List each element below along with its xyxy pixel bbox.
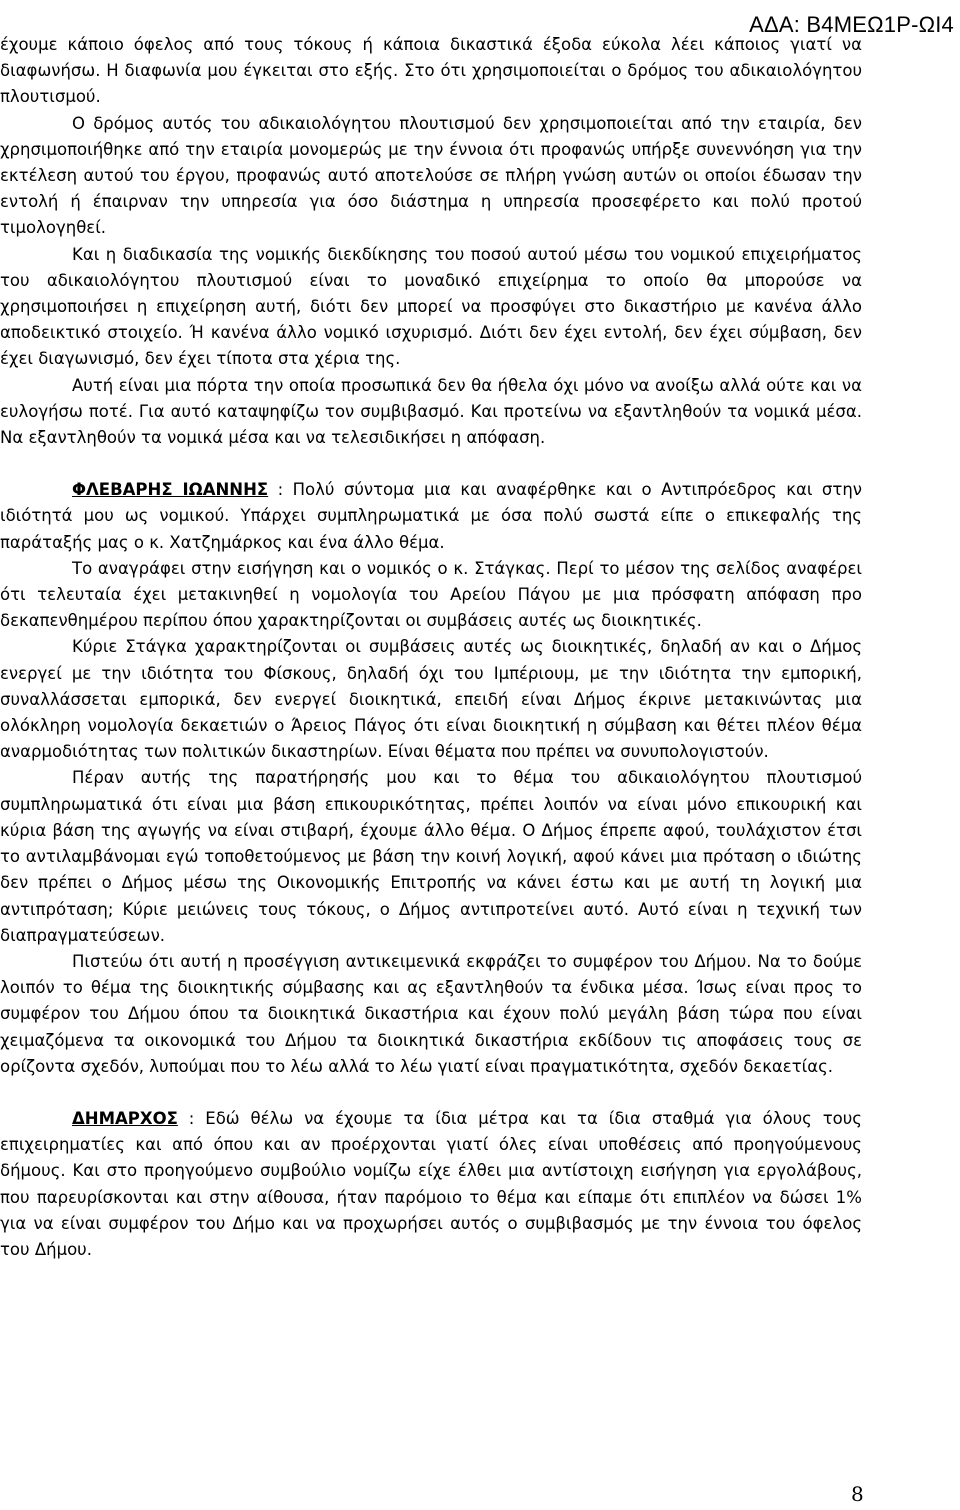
document-body — [0, 32, 862, 1263]
page-number: 8 — [851, 1482, 864, 1506]
paragraph: Κύριε Στάγκα χαρακτηρίζονται οι συμβάσεις αυτές ως διοικητικές, δηλαδή αν και ο Δήμος ενεργεί με την ιδιότητα του Φίσκους, δηλαδή όχι του Ιμπέριουμ, με την ιδιότητα την εμπορική, συναλλάσσεται εμπορικά, δεν ενεργεί διοικητικά, επειδή είναι Δήμος έκρινε μετακινώντας μια ολόκληρη νομολογία δεκαετιών ο Άρειος Πάγος ότι είναι διοικητική η σύμβαση και θέτει πλέον θέμα αναρμοδιότητας των πολιτικών δικαστηρίων. Είναι θέματα που πρέπει να συνυπολογιστούν. — [0, 637, 862, 762]
speaker-name: ΔΗΜΑΡΧΟΣ — [72, 1108, 178, 1128]
paragraph: Το αναγράφει στην εισήγηση και ο νομικός ο κ. Στάγκας. Περί το μέσον της σελίδος αναφέρει ότι τελευταία έχει μετακινηθεί η νομολογία του Αρείου Πάγου με μια πρόσφατη απόφαση προ δεκαπενθημέρου περίπου όπου χαρακτηρίζονται οι συμβάσεις αυτές ως διοικητικές. — [0, 558, 862, 631]
paragraph: Ο δρόμος αυτός του αδικαιολόγητου πλουτισμού δεν χρησιμοποιείται από την εταιρία, δεν χρησιμοποιήθηκε από την εταιρία μονομερώς με την έννοια ότι προφανώς υπήρξε συνεννόηση για την εκτέλεση αυτού του έργου, προφανώς αυτό αποτελούσε σε πλήρη γνώση αυτών οι οποίοι έδωσαν την εντολή ή έπαιρναν την υπηρεσία για όσο διάστημα η υπηρεσία προσεφέρετο και πολύ προτού τιμολογηθεί. — [0, 113, 862, 238]
speaker-paragraph — [0, 1106, 862, 1263]
paragraph: Πιστεύω ότι αυτή η προσέγγιση αντικειμενικά εκφράζει το συμφέρον του Δήμου. Να το δούμε λοιπόν το θέμα της διοικητικής σύμβασης και ας εξαντληθούν τα ένδικα μέσα. Ίσως είναι προς το συμφέρον του Δήμου όπου τα διοικητικά δικαστήρια και έχουν πολύ μεγάλη βάση τώρα που είναι χειμαζόμενα τα οικονομικά του Δήμου τα διοικητικά δικαστήρια εκδίδουν τις αποφάσεις τους σε ορίζοντα σχεδόν, λυπούμαι που το λέω αλλά το λέω γιατί είναι πραγματικότητα, σχεδόν δεκαετίας. — [0, 951, 862, 1076]
speaker-text: : Εδώ θέλω να έχουμε τα ίδια μέτρα και τα ίδια σταθμά για όλους τους επιχειρηματίες και από όπου και αν προέρχονται γιατί όλες είναι υποθέσεις από προηγούμενους δήμους. Και στο προηγούμενο συμβούλιο νομίζω είχε έλθει μια αντίστοιχη εισήγηση για εργολάβους, που παρευρίσκονται και στην αίθουσα, ήταν παρόμοιο το θέμα και είπαμε ότι επιπλέον να δώσει 1% για να είναι συμφέρον του Δήμο και να προχωρήσει αυτός ο συμβιβασμός με την έννοια του όφελος του Δήμου. — [0, 1108, 862, 1259]
speaker-paragraph — [0, 477, 862, 556]
speaker-name: ΦΛΕΒΑΡΗΣ ΙΩΑΝΝΗΣ — [72, 480, 269, 500]
speaker-text: : Πολύ σύντομα μια και αναφέρθηκε και ο Αντιπρόεδρος και στην ιδιότητά μου ως νομικού. Υπάρχει συμπληρωματικά με όσα πολύ σωστά είπε ο επικεφαλής της παράταξής μας ο κ. Χατζημάρκος και ένα άλλο θέμα. — [0, 480, 862, 552]
paragraph: έχουμε κάποιο όφελος από τους τόκους ή κάποια δικαστικά έξοδα εύκολα λέει κάποιος γιατί να διαφωνήσω. Η διαφωνία μου έγκειται στο εξής. Στο ότι χρησιμοποιείται ο δρόμος του αδικαιολόγητου πλουτισμού. — [0, 35, 862, 107]
paragraph: Πέραν αυτής της παρατήρησής μου και το θέμα του αδικαιολόγητου πλουτισμού συμπληρωματικά ότι είναι μια βάση επικουρικότητας, πρέπει λοιπόν να είναι μόνο επικουρική και κύρια βάση της αγωγής να είναι στιβαρή, έχουμε άλλο θέμα. Ο Δήμος έπρεπε αφού, τουλάχιστον έτσι το αντιλαμβάνομαι εγώ τοποθετούμενος με βάση την κοινή λογική, αφού κάνει μια πρόταση ο ιδιώτης δεν πρέπει ο Δήμος μέσω της Οικονομικής Επιτροπής να κάνει έστω και με αυτή τη λογική μια αντιπρόταση; Κύριε μειώνεις τους τόκους, ο Δήμος αντιπροτείνει αυτό. Αυτό είναι η τεχνική των διαπραγματεύσεων. — [0, 768, 862, 945]
paragraph: Και η διαδικασία της νομικής διεκδίκησης του ποσού αυτού μέσω του νομικού επιχειρήματος του αδικαιολόγητου πλουτισμού είναι το μοναδικό επιχείρημα το οποίο θα μπορούσε να χρησιμοποιήσει η επιχείρηση αυτή, διότι δεν μπορεί να προσφύγει στο δικαστήριο με κανένα άλλο αποδεικτικό στοιχείο. Ή κανένα άλλο νομικό ισχυρισμό. Διότι δεν έχει εντολή, δεν έχει σύμβαση, δεν έχει διαγωνισμό, δεν έχει τίποτα στα χέρια της. — [0, 244, 862, 369]
document-code: ΑΔΑ: Β4ΜΕΩ1Ρ-ΩΙ4 — [749, 12, 954, 37]
paragraph: Αυτή είναι μια πόρτα την οποία προσωπικά δεν θα ήθελα όχι μόνο να ανοίξω αλλά ούτε και να ευλογήσω ποτέ. Για αυτό καταψηφίζω τον συμβιβασμό. Και προτείνω να εξαντληθούν τα νομικά μέσα. Να εξαντληθούν τα νομικά μέσα και να τελεσιδικήσει η απόφαση. — [0, 375, 862, 448]
